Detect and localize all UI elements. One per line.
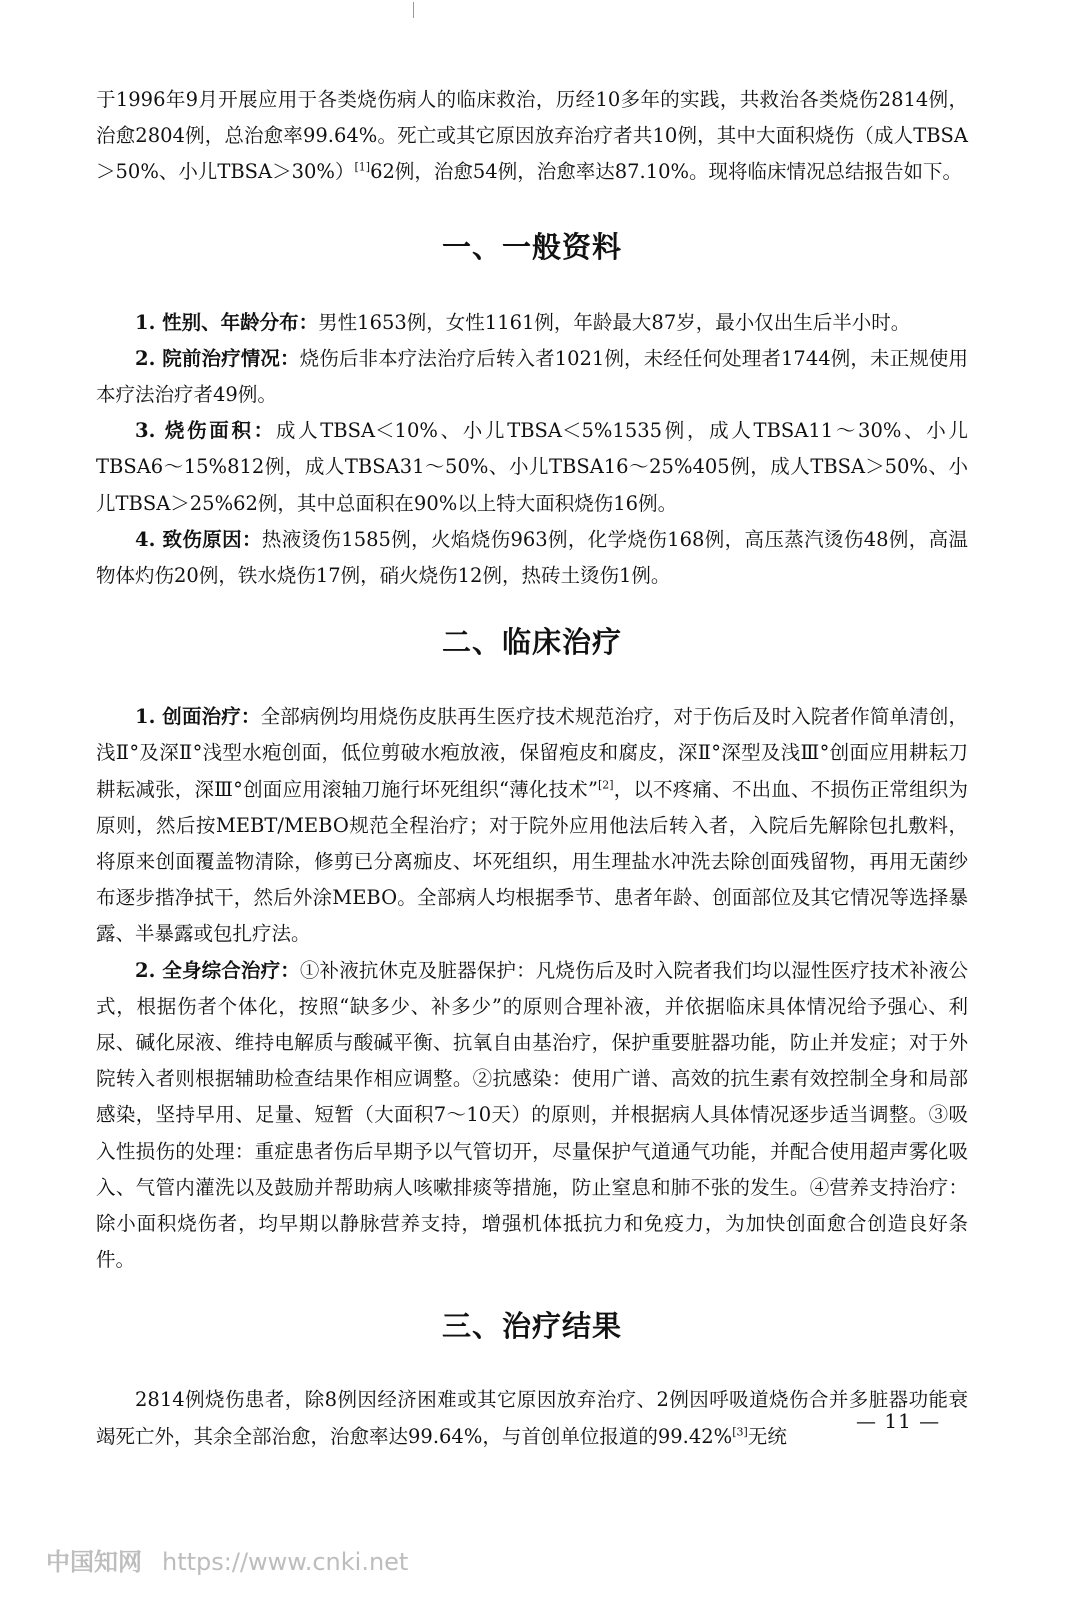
citation-3: [3] (732, 1425, 748, 1439)
page-number: — 11 — (856, 1409, 941, 1433)
item-label: 2. 全身综合治疗： (135, 958, 300, 982)
section1-item-3 (96, 413, 968, 522)
section1-item-4 (96, 522, 968, 594)
page-body (96, 82, 968, 1455)
result-text-2: 无统 (747, 1424, 787, 1448)
section-heading-treatment-results: 三、治疗结果 (441, 1309, 622, 1344)
item-label: 2. 院前治疗情况： (135, 346, 300, 370)
citation-2: [2] (597, 778, 614, 792)
item-text: ①补液抗休克及脏器保护：凡烧伤后及时入院者我们均以湿性医疗技术补液公式，根据伤者个体化，按照“缺多少、补多少”的原则合理补液，并依据临床具体情况给予强心、利尿、碱化尿液、维持电解质与酸碱平衡、抗氧自由基治疗，保护重要脏器功能，防止并发症；对于外院转入者则根据辅助检查结果作相应调整。②抗感染：使用广谱、高效的抗生素有效控制全身和局部感染，坚持早用、足量、短暂（大面积7～10天）的原则，并根据病人具体情况逐步适当调整。③吸入性损伤的处理：重症患者伤后早期予以气管切开，尽量保护气道通气功能，并配合使用超声雾化吸入、气管内灌洗以及鼓励并帮助病人咳嗽排痰等措施，防止窒息和肺不张的发生。④营养支持治疗：除小面积烧伤者，均早期以静脉营养支持，增强机体抵抗力和免疫力，为加快创面愈合创造良好条件。 (96, 958, 968, 1272)
intro-paragraph (96, 82, 968, 191)
section3-paragraph (96, 1382, 968, 1454)
section2-item-2 (96, 953, 968, 1279)
item-text: 烧伤后非本疗法治疗后转入者1021例，未经任何处理者1744例，未正规使用本疗法治疗者49例。 (96, 346, 968, 407)
item-text-2: ，以不疼痛、不出血、不损伤正常组织为原则，然后按MEBT/MEBO规范全程治疗；对于院外应用他法后转入者，入院后先解除包扎敷料，将原来创面覆盖物清除，修剪已分离痂皮、坏死组织，用生理盐水冲洗去除创面残留物，再用无菌纱布逐步揩净拭干，然后外涂MEBO。全部病人均根据季节、患者年龄、创面部位及其它情况等选择暴露、半暴露或包扎疗法。 (96, 777, 968, 946)
item-text-1: 全部病例均用烧伤皮肤再生医疗技术规范治疗，对于伤后及时入院者作简单清创，浅Ⅱ°及深Ⅱ°浅型水疱创面，低位剪破水疱放液，保留疱皮和腐皮，深Ⅱ°深型及浅Ⅲ°创面应用耕耘刀耕耘减张，深Ⅲ°创面应用滚轴刀施行坏死组织“薄化技术” (96, 705, 968, 801)
item-text: 热液烫伤1585例，火焰烧伤963例，化学烧伤168例，高压蒸汽烫伤48例，高温物体灼伤20例，铁水烧伤17例，硝火烧伤12例，热砖土烫伤1例。 (96, 527, 968, 588)
section1-item-1 (96, 305, 968, 341)
cnki-watermark[interactable] (46, 1542, 408, 1577)
result-text-1: 2814例烧伤患者，除8例因经济困难或其它原因放弃治疗、2例因呼吸道烧伤合并多脏器功能衰竭死亡外，其余全部治愈，治愈率达99.64%，与首创单位报道的99.42% (96, 1388, 968, 1448)
section2-item-1 (96, 699, 968, 952)
watermark-brand: 中国知网 (46, 1548, 142, 1576)
item-label: 1. 创面治疗： (135, 705, 261, 729)
section1-item-2 (96, 341, 968, 413)
citation-1: [1] (354, 160, 371, 174)
intro-text-2: 62例，治愈54例，治愈率达87.10%。现将临床情况总结报告如下。 (370, 160, 963, 184)
item-label: 1. 性别、年龄分布： (135, 310, 319, 334)
section-heading-general-data: 一、一般资料 (441, 229, 622, 264)
item-text: 男性1653例，女性1161例，年龄最大87岁，最小仅出生后半小时。 (318, 310, 911, 334)
scan-mark (413, 2, 414, 18)
item-text: 成人TBSA＜10%、小儿TBSA＜5%1535例，成人TBSA11～30%、小儿TBSA6～15%812例，成人TBSA31～50%、小儿TBSA16～25%405例，成人TBSA＞50%、小儿TBSA＞25%62例，其中总面积在90%以上特大面积烧伤16例。 (96, 419, 969, 515)
intro-text-1: 于1996年9月开展应用于各类烧伤病人的临床救治，历经10多年的实践，共救治各类烧伤2814例，治愈2804例，总治愈率99.64%。死亡或其它原因放弃治疗者共10例，其中大面积烧伤（成人TBSA＞50%、小儿TBSA＞30%） (96, 88, 968, 184)
item-label: 4. 致伤原因： (135, 527, 262, 551)
item-label: 3. 烧伤面积： (135, 419, 276, 443)
watermark-url[interactable]: https://www.cnki.net (162, 1548, 409, 1576)
section-heading-clinical-treatment: 二、临床治疗 (441, 625, 622, 660)
